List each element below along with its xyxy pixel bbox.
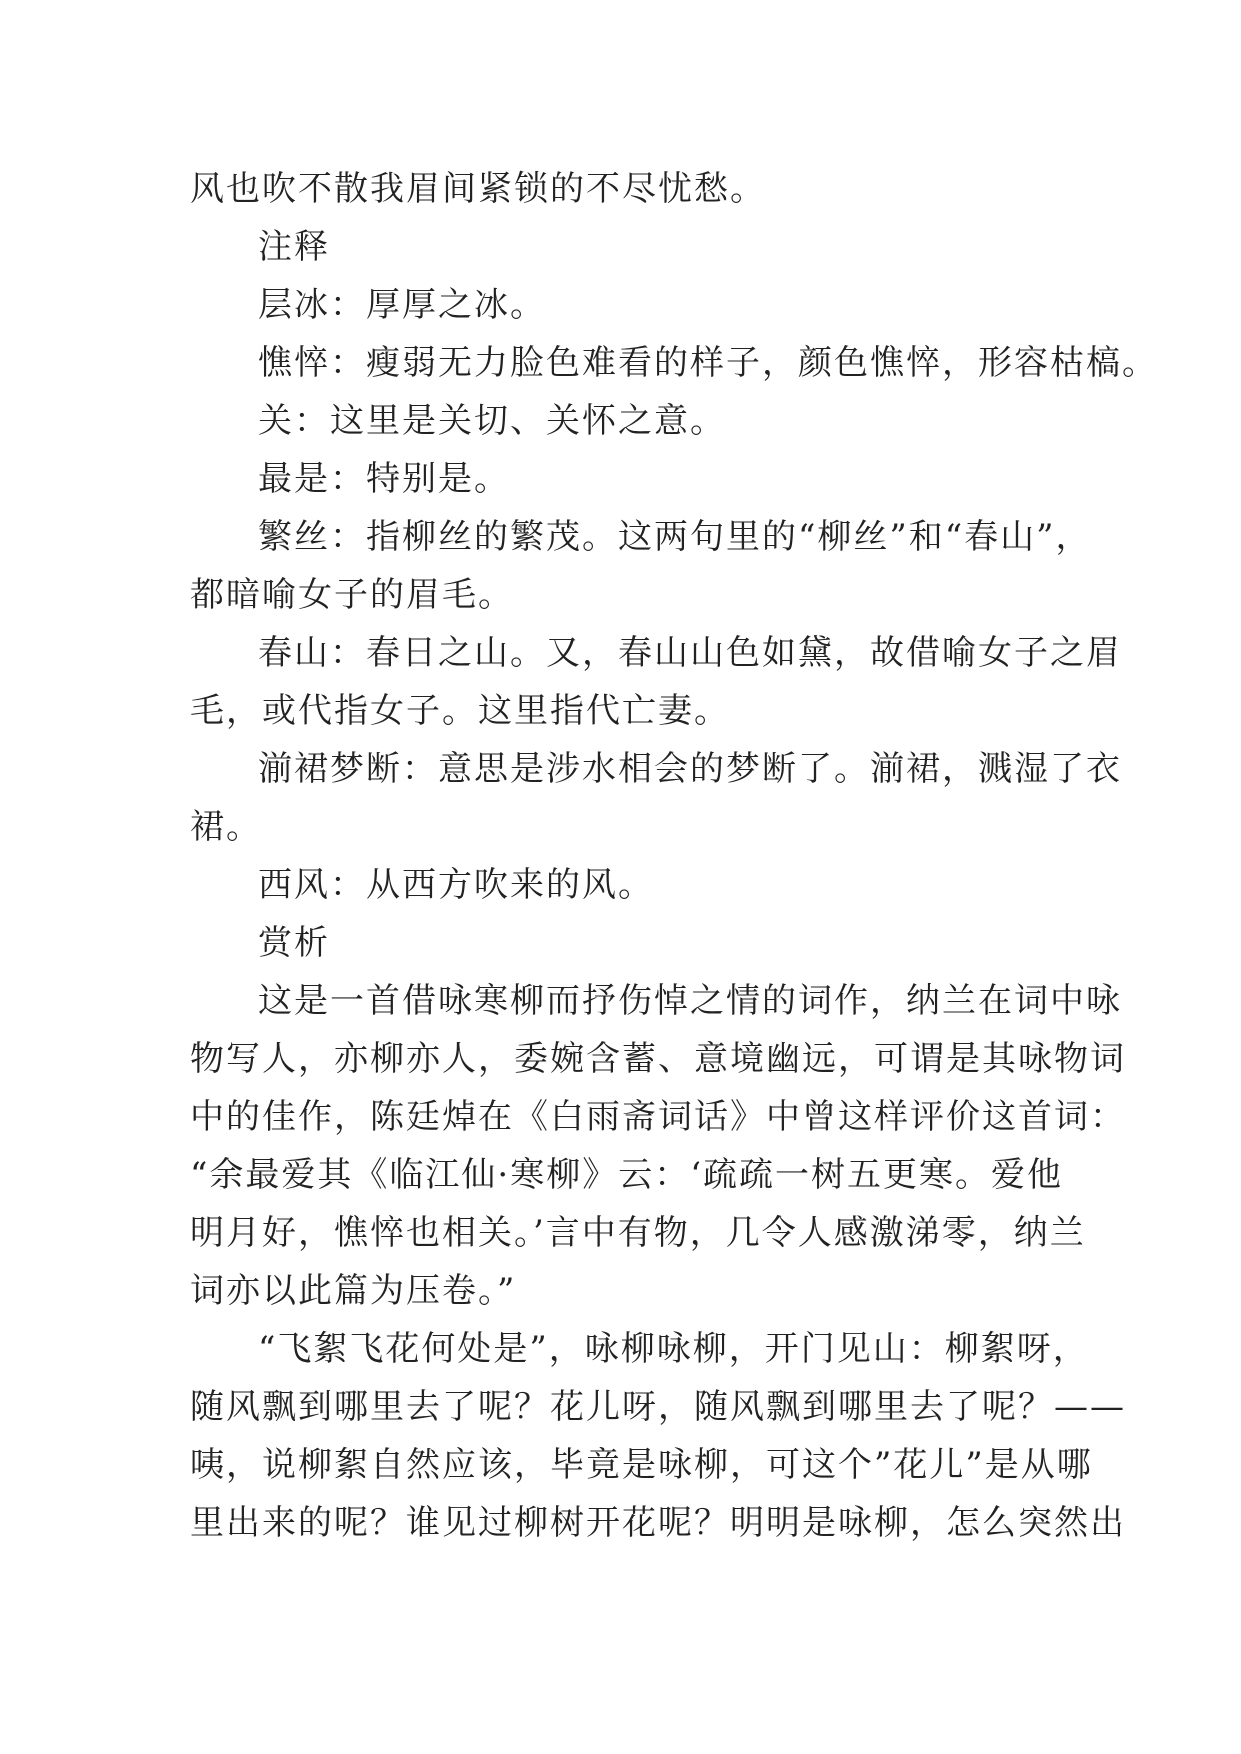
paragraph-line: 里出来的呢？谁见过柳树开花呢？明明是咏柳，怎么突然出 [190, 1503, 1126, 1543]
note-line: 最是：特别是。 [258, 459, 510, 499]
paragraph-line: 随风飘到哪里去了呢？花儿呀，随风飘到哪里去了呢？—— [190, 1387, 1126, 1427]
paragraph-line: 物写人，亦柳亦人，委婉含蓄、意境幽远，可谓是其咏物词 [190, 1039, 1126, 1079]
note-line: 春山：春日之山。又，春山山色如黛，故借喻女子之眉 [258, 633, 1122, 673]
note-line: 湔裙梦断：意思是涉水相会的梦断了。湔裙，溅湿了衣 [258, 749, 1122, 789]
paragraph-line: “飞絮飞花何处是”，咏柳咏柳，开门见山：柳絮呀， [258, 1329, 1089, 1369]
text-line: 风也吹不散我眉间紧锁的不尽忧愁。 [190, 169, 766, 209]
note-line: 裙。 [190, 807, 262, 847]
document-body [190, 160, 1158, 1552]
paragraph-line: 明月好，憔悴也相关。’言中有物，几令人感激涕零，纳兰 [190, 1213, 1086, 1253]
note-line: 层冰：厚厚之冰。 [258, 285, 546, 325]
paragraph-line: “余最爱其《临江仙·寒柳》云：‘疏疏一树五更寒。爱他 [190, 1155, 1063, 1195]
note-line: 毛，或代指女子。这里指代亡妻。 [190, 691, 730, 731]
paragraph-line: 词亦以此篇为压卷。” [190, 1271, 517, 1311]
note-line: 憔悴：瘦弱无力脸色难看的样子，颜色憔悴，形容枯槁。 [258, 343, 1158, 383]
section-heading-appreciation: 赏析 [258, 923, 330, 963]
section-heading-notes: 注释 [258, 227, 330, 267]
note-line: 关：这里是关切、关怀之意。 [258, 401, 726, 441]
paragraph-line: 中的佳作，陈廷焯在《白雨斋词话》中曾这样评价这首词： [190, 1097, 1126, 1137]
paragraph-line: 这是一首借咏寒柳而抒伤悼之情的词作，纳兰在词中咏 [258, 981, 1122, 1021]
note-line: 繁丝：指柳丝的繁茂。这两句里的“柳丝”和“春山”， [258, 517, 1092, 557]
note-line: 都暗喻女子的眉毛。 [190, 575, 514, 615]
paragraph-line: 咦，说柳絮自然应该，毕竟是咏柳，可这个”花儿”是从哪 [190, 1445, 1093, 1485]
note-line: 西风：从西方吹来的风。 [258, 865, 654, 905]
